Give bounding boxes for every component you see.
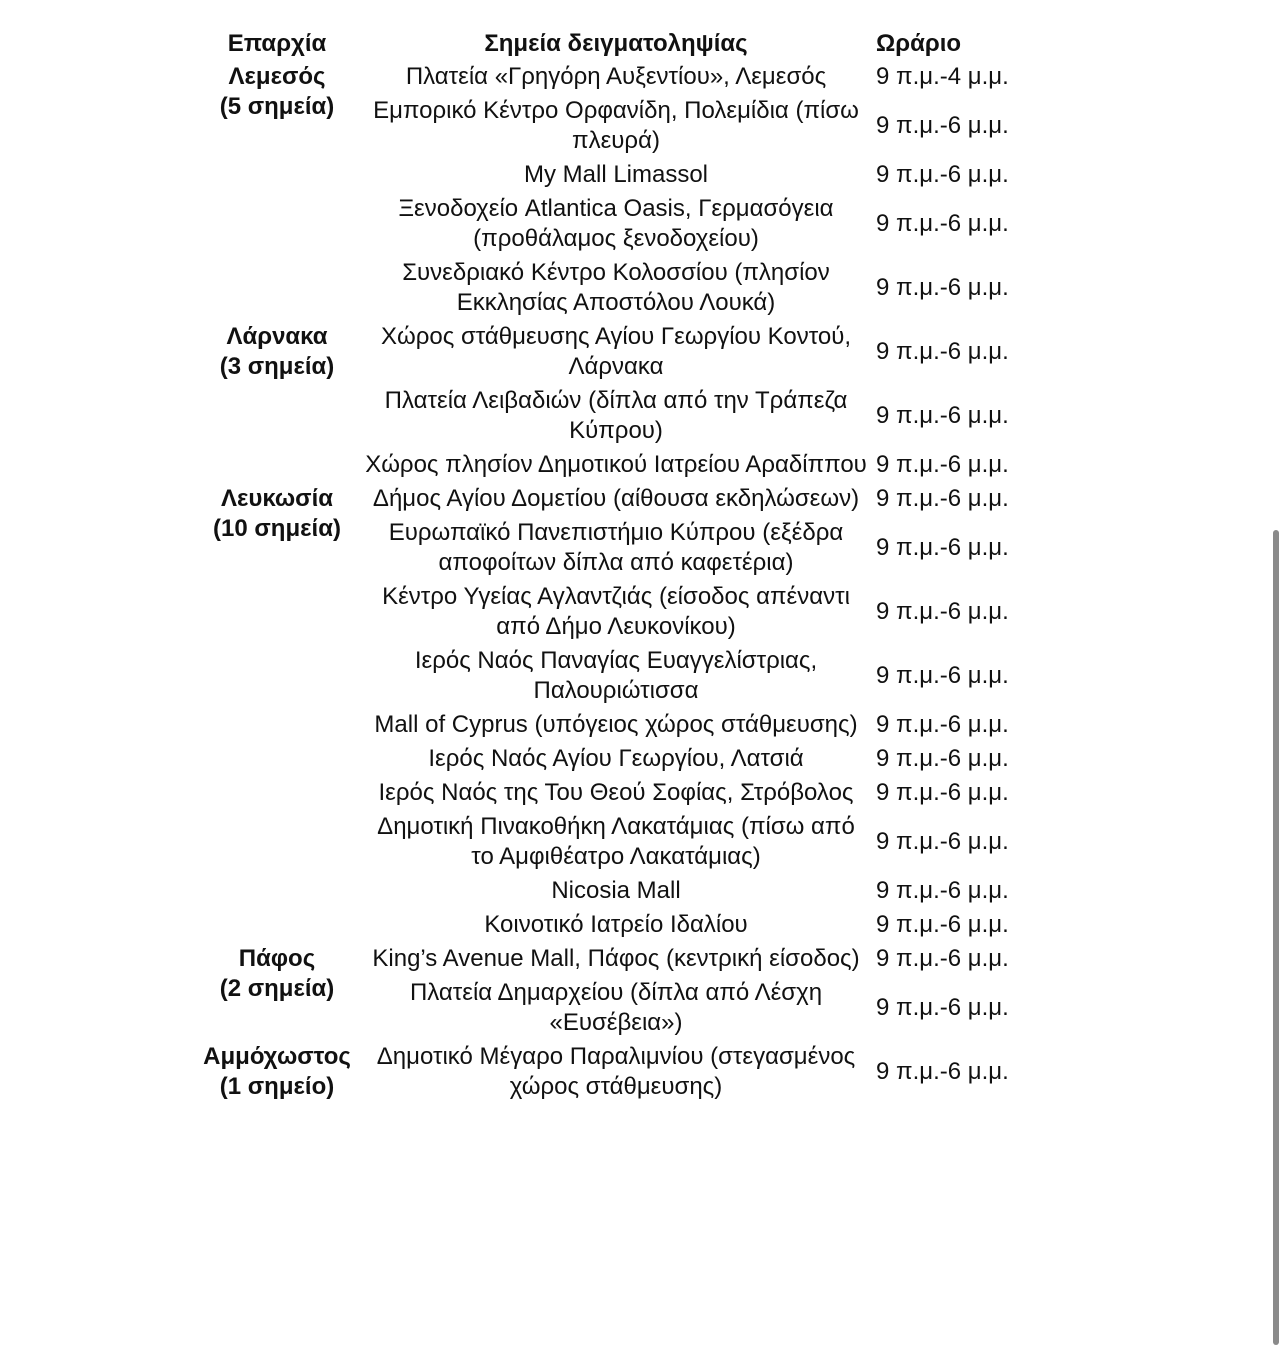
hours-cell: 9 π.μ.-6 μ.μ. (876, 911, 1009, 938)
district-site-count: (10 σημεία) (213, 515, 341, 542)
district-name: Λάρνακα (226, 323, 328, 350)
sampling-site-cell: Ευρωπαϊκό Πανεπιστήμιο Κύπρου (εξέδρα αποφοίτων δίπλα από καφετέρια) (388, 519, 844, 576)
sampling-site-cell: Πλατεία Δημαρχείου (δίπλα από Λέσχη «Ευσέβεια») (409, 979, 823, 1036)
sampling-site-cell: Mall of Cyprus (υπόγειος χώρος στάθμευσης) (374, 711, 858, 738)
sampling-site-cell: Χώρος πλησίον Δημοτικού Ιατρείου Αραδίππου (365, 451, 867, 478)
scrollbar-thumb[interactable] (1273, 530, 1279, 1345)
hours-cell: 9 π.μ.-6 μ.μ. (876, 210, 1009, 237)
district-site-count: (1 σημείο) (219, 1073, 335, 1100)
table-row (192, 942, 1033, 976)
sampling-site-cell: Δημοτικό Μέγαρο Παραλιμνίου (στεγασμένος χώρος στάθμευσης) (376, 1043, 856, 1100)
hours-cell: 9 π.μ.-6 μ.μ. (876, 994, 1009, 1021)
table-row (192, 482, 1033, 516)
sampling-site-cell: Εμπορικό Κέντρο Ορφανίδη, Πολεμίδια (πίσω πλευρά) (373, 97, 859, 154)
sampling-site-cell: Ξενοδοχείο Atlantica Oasis, Γερμασόγεια (προθάλαμος ξενοδοχείου) (398, 195, 834, 252)
hours-cell: 9 π.μ.-6 μ.μ. (876, 112, 1009, 139)
sampling-site-cell: Συνεδριακό Κέντρο Κολοσσίου (πλησίον Εκκλησίας Αποστόλου Λουκά) (402, 259, 830, 316)
hours-cell: 9 π.μ.-6 μ.μ. (876, 274, 1009, 301)
hours-cell: 9 π.μ.-6 μ.μ. (876, 877, 1009, 904)
sampling-site-cell: Δημοτική Πινακοθήκη Λακατάμιας (πίσω από το Αμφιθέατρο Λακατάμιας) (377, 813, 855, 870)
district-cell (192, 60, 362, 320)
sampling-site-cell: Κέντρο Υγείας Αγλαντζιάς (είσοδος απέναντι από Δήμο Λευκονίκου) (382, 583, 850, 640)
sampling-site-cell: Δήμος Αγίου Δομετίου (αίθουσα εκδηλώσεων) (372, 485, 860, 512)
table-row (192, 1040, 1033, 1104)
sampling-site-cell: Nicosia Mall (551, 877, 681, 904)
scrollbar[interactable] (1270, 0, 1284, 1345)
hours-cell: 9 π.μ.-6 μ.μ. (876, 779, 1009, 806)
hours-cell: 9 π.μ.-6 μ.μ. (876, 534, 1009, 561)
district-name: Λευκωσία (220, 485, 334, 512)
district-cell (192, 482, 362, 942)
district-cell (192, 942, 362, 1040)
table-row (192, 60, 1033, 94)
header-row (192, 26, 1033, 60)
hours-cell: 9 π.μ.-6 μ.μ. (876, 662, 1009, 689)
hours-cell: 9 π.μ.-6 μ.μ. (876, 828, 1009, 855)
hours-cell: 9 π.μ.-6 μ.μ. (876, 598, 1009, 625)
hours-cell: 9 π.μ.-6 μ.μ. (876, 745, 1009, 772)
schedule-body (192, 60, 1033, 1104)
sampling-site-cell: My Mall Limassol (523, 161, 709, 188)
hours-cell: 9 π.μ.-6 μ.μ. (876, 945, 1009, 972)
sampling-site-cell: Χώρος στάθμευσης Αγίου Γεωργίου Κοντού, Λάρνακα (380, 323, 852, 380)
district-cell (192, 1040, 362, 1104)
table-row (192, 320, 1033, 384)
district-column-header: Επαρχία (227, 30, 327, 57)
hours-cell: 9 π.μ.-6 μ.μ. (876, 161, 1009, 188)
hours-cell: 9 π.μ.-6 μ.μ. (876, 485, 1009, 512)
sampling-site-cell: Ιερός Ναός της Του Θεού Σοφίας, Στρόβολος (378, 779, 854, 806)
sampling-site-cell: Ιερός Ναός Αγίου Γεωργίου, Λατσιά (428, 745, 804, 772)
district-name: Αμμόχωστος (203, 1043, 351, 1070)
sampling-site-cell: Πλατεία Λειβαδιών (δίπλα από την Τράπεζα Κύπρου) (384, 387, 848, 444)
sampling-site-cell: Ιερός Ναός Παναγίας Ευαγγελίστριας, Παλουριώτισσα (414, 647, 818, 704)
sampling-schedule-table (192, 26, 1033, 1104)
sampling-site-cell: King’s Avenue Mall, Πάφος (κεντρική είσοδος) (372, 945, 860, 972)
district-site-count: (2 σημεία) (219, 975, 335, 1002)
district-name: Πάφος (238, 945, 316, 972)
site-column-header: Σημεία δειγματοληψίας (484, 30, 748, 57)
hours-column-header: Ωράριο (876, 30, 962, 57)
hours-cell: 9 π.μ.-6 μ.μ. (876, 338, 1009, 365)
district-cell (192, 320, 362, 482)
hours-cell: 9 π.μ.-6 μ.μ. (876, 711, 1009, 738)
hours-cell: 9 π.μ.-6 μ.μ. (876, 1058, 1009, 1085)
hours-cell: 9 π.μ.-6 μ.μ. (876, 451, 1009, 478)
sampling-site-cell: Κοινοτικό Ιατρείο Ιδαλίου (484, 911, 748, 938)
district-site-count: (3 σημεία) (219, 353, 335, 380)
hours-cell: 9 π.μ.-4 μ.μ. (876, 63, 1009, 90)
sampling-site-cell: Πλατεία «Γρηγόρη Αυξεντίου», Λεμεσός (405, 63, 827, 90)
district-site-count: (5 σημεία) (219, 93, 335, 120)
hours-cell: 9 π.μ.-6 μ.μ. (876, 402, 1009, 429)
district-name: Λεμεσός (228, 63, 326, 90)
